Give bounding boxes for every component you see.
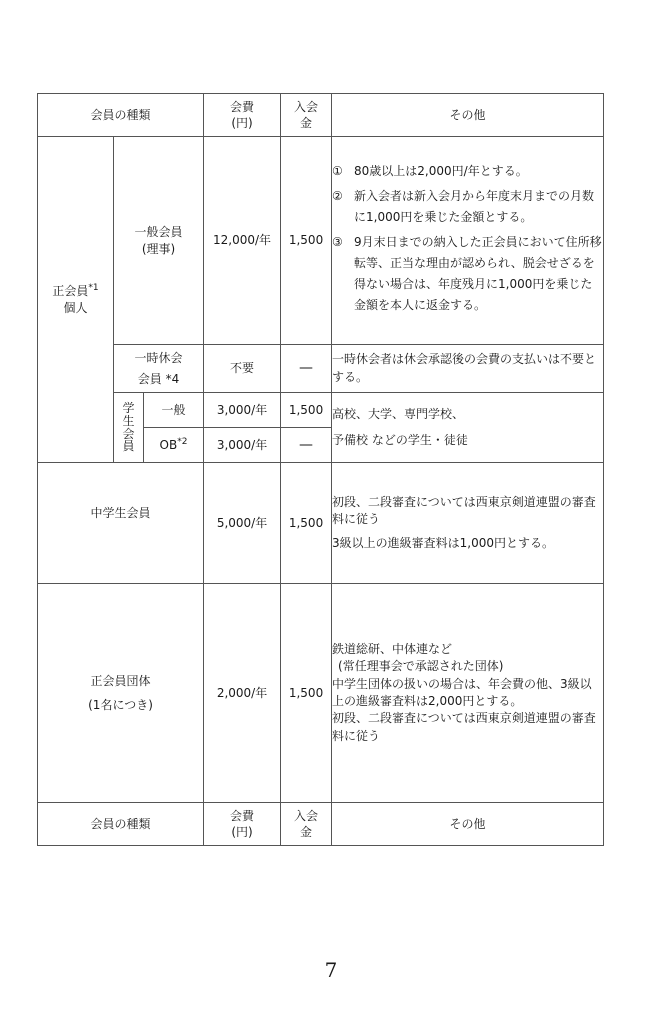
header-fee-line2: (円) [231, 116, 253, 130]
general-name-line1: 一般会員 [134, 225, 183, 240]
group-note-line1: 鉄道総研、中体連など [332, 641, 453, 656]
ob-label: OB [159, 437, 178, 452]
header-entry-fee [281, 94, 332, 137]
row-junior-high-member [38, 463, 604, 584]
footer-fee-line1: 会費 [230, 808, 255, 823]
general-member-notes [332, 137, 604, 345]
note-text: 9月末日までの納入した正会員において住所移転等、正当な理由が認められ、脱会せざるを得ない場合は、年度残月に1,000円を乗じた金額を本人に返金する。 [354, 235, 602, 312]
suspended-member-entry: — [281, 345, 332, 393]
header-member-type: 会員の種類 [38, 94, 204, 137]
page-number: 7 [324, 958, 338, 982]
membership-fee-table [37, 93, 604, 846]
general-member-fee: 12,000/年 [204, 137, 281, 345]
header-entry-line1: 入会 [294, 99, 319, 114]
student-general-name: 一般 [144, 393, 204, 428]
note-number: ③ [332, 235, 343, 249]
individual-mark: *1 [88, 283, 99, 294]
footer-member-type: 会員の種類 [38, 803, 204, 846]
general-member-name [114, 137, 204, 345]
group-member-fee: 2,000/年 [204, 584, 281, 803]
suspended-name-line1: 一時休会 [134, 350, 183, 365]
header-fee-line1: 会費 [230, 99, 255, 114]
suspended-mark: *4 [165, 371, 180, 386]
junior-high-note [332, 463, 604, 584]
student-ob-fee: 3,000/年 [204, 428, 281, 463]
suspended-member-note: 一時休会者は休会承認後の会費の支払いは不要とする。 [332, 345, 604, 393]
student-label-char: 学 [122, 401, 135, 416]
student-label-char: 会 [122, 426, 135, 441]
group-name-line2: (1名につき) [88, 698, 153, 712]
footer-fee-line2: (円) [231, 825, 253, 839]
header-entry-line2: 金 [300, 116, 313, 130]
table-footer-row [38, 803, 604, 846]
footer-fee [204, 803, 281, 846]
junior-high-note-line2: 3級以上の進級審査料は1,000円とする。 [332, 535, 555, 550]
group-note-line2: (常任理事会で承認された団体) [338, 659, 504, 674]
suspended-member-fee: 不要 [204, 345, 281, 393]
group-note-line3: 中学生団体の扱いの場合は、年会費の他、3級以上の進級審査料は2,000円とする。 [332, 676, 592, 708]
group-name-line1: 正会員団体 [90, 674, 151, 688]
student-label-char: 員 [122, 439, 135, 454]
table-header-row [38, 94, 604, 137]
junior-high-entry: 1,500 [281, 463, 332, 584]
group-note-line4: 初段、二段審査については西東京剣道連盟の審査料に従う [332, 711, 596, 743]
footer-other: その他 [332, 803, 604, 846]
note-text: 新入会者は新入会月から年度末月までの月数に1,000円を乗じた金額とする。 [354, 189, 595, 224]
header-other: その他 [332, 94, 604, 137]
group-member-note [332, 584, 604, 803]
student-general-entry: 1,500 [281, 393, 332, 428]
ob-mark: *2 [177, 436, 188, 447]
row-suspended-member [38, 345, 604, 393]
row-group-member [38, 584, 604, 803]
junior-high-fee: 5,000/年 [204, 463, 281, 584]
individual-label-line2: 個人 [63, 300, 88, 315]
suspended-member-name [114, 345, 204, 393]
student-general-fee: 3,000/年 [204, 393, 281, 428]
junior-high-name: 中学生会員 [38, 463, 204, 584]
group-member-name [38, 584, 204, 803]
row-student-general [38, 393, 604, 428]
student-ob-entry: — [281, 428, 332, 463]
note-item [332, 161, 603, 182]
student-member-label [114, 393, 144, 463]
note-number: ① [332, 164, 343, 178]
note-text: 80歳以上は2,000円/年とする。 [354, 164, 528, 178]
footer-entry-fee [281, 803, 332, 846]
note-number: ② [332, 189, 343, 203]
footer-entry-line1: 入会 [294, 808, 319, 823]
group-member-entry: 1,500 [281, 584, 332, 803]
note-item [332, 232, 603, 316]
general-name-line2: (理事) [141, 241, 176, 256]
row-general-member [38, 137, 604, 345]
individual-member-group-label [38, 137, 114, 463]
note-item [332, 186, 603, 228]
footer-entry-line2: 金 [300, 825, 313, 839]
student-note-line2: 予備校 などの学生・徒徒 [332, 432, 468, 447]
student-note-line1: 高校、大学、専門学校、 [332, 407, 465, 422]
individual-label-line1: 正会員 [52, 284, 89, 299]
student-label-char: 生 [122, 413, 135, 428]
suspended-name-line2: 会員 [137, 371, 162, 386]
header-fee [204, 94, 281, 137]
junior-high-note-line1: 初段、二段審査については西東京剣道連盟の審査料に従う [332, 494, 596, 527]
student-ob-name [144, 428, 204, 463]
general-member-entry: 1,500 [281, 137, 332, 345]
student-note [332, 393, 604, 463]
